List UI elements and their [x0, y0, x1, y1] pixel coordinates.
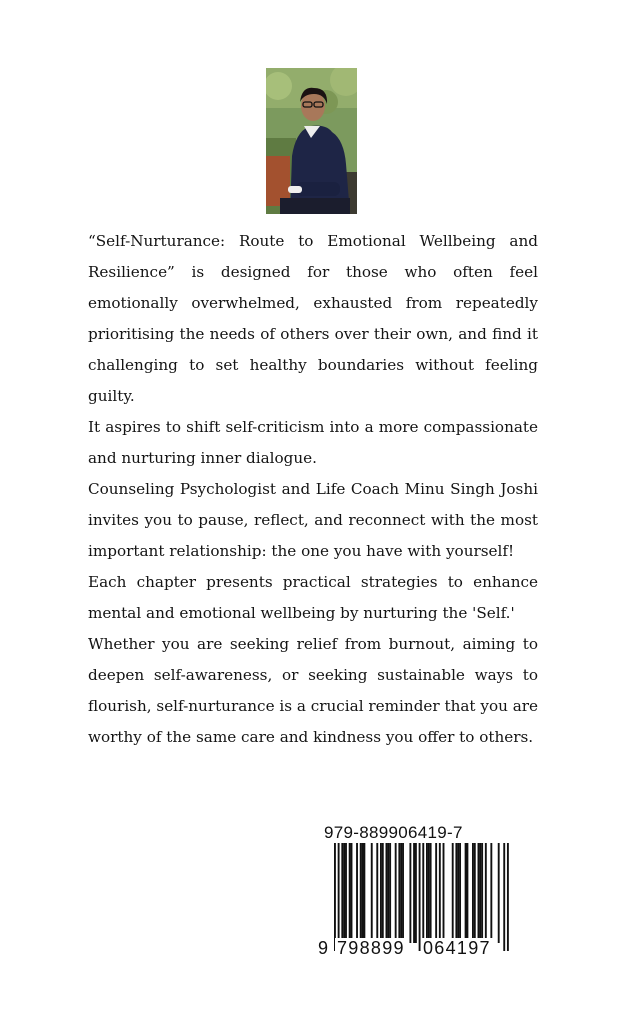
blurb-paragraph: “Self-Nurturance: Route to Emotional Wellbeing and Resilience” is designed for those who often feel emotionally overwhelmed, exhausted from repeatedly prioritising the needs of others over their own, and find it challenging to set healthy boundaries without feeling guilty. — [88, 232, 538, 405]
blurb — [88, 226, 538, 753]
barcode-bar — [428, 843, 430, 943]
barcode-bar — [439, 843, 441, 943]
barcode-bar — [341, 843, 343, 943]
barcode-bar — [413, 843, 415, 943]
barcode-bar — [415, 843, 417, 943]
barcode-bar — [474, 843, 476, 943]
barcode-bar — [443, 843, 445, 943]
barcode-bar — [351, 843, 353, 943]
barcode-bar — [481, 843, 483, 943]
barcode-digit-group-left: 798899 — [337, 938, 405, 958]
author-photo — [266, 68, 357, 214]
barcode-bar — [426, 843, 428, 943]
blurb-paragraph: Each chapter presents practical strategies to enhance mental and emotional wellbeing by nurturing the 'Self.' — [88, 573, 538, 622]
barcode-bar — [466, 843, 468, 943]
barcode-bar — [457, 843, 459, 943]
barcode-guard-bar — [338, 843, 340, 951]
barcode-bar — [360, 843, 362, 943]
barcode-lead-digit: 9 — [318, 938, 329, 958]
barcode-bar — [430, 843, 432, 943]
barcode-bar — [380, 843, 382, 943]
barcode-bar — [485, 843, 487, 943]
barcode-bar — [478, 843, 480, 943]
barcode-bar — [409, 843, 411, 943]
barcode-bar — [376, 843, 378, 943]
barcode-bar — [455, 843, 457, 943]
barcode-bar — [386, 843, 388, 943]
barcode-bar — [389, 843, 391, 943]
barcode-bar — [479, 843, 481, 943]
barcode-bar — [345, 843, 347, 943]
barcode-bar — [459, 843, 461, 943]
barcode-bar — [349, 843, 351, 943]
barcode-bar — [490, 843, 492, 943]
barcode-guard-bar — [507, 843, 509, 951]
barcode-bar — [356, 843, 358, 943]
barcode-bar — [343, 843, 345, 943]
barcode-guard-bar — [419, 843, 421, 951]
barcode-bar — [452, 843, 454, 943]
barcode-bar — [472, 843, 474, 943]
barcode-bar — [362, 843, 364, 943]
barcode-bar — [371, 843, 373, 943]
barcode-guard-bar — [503, 843, 505, 951]
barcode-guard-bar — [422, 843, 424, 951]
blurb-paragraph: It aspires to shift self-criticism into a more compassionate and nurturing inner dialogue. — [88, 418, 538, 467]
barcode-bar — [382, 843, 384, 943]
barcode-bar — [400, 843, 402, 943]
barcode-guard-bar — [334, 843, 336, 951]
blurb-paragraph: Counseling Psychologist and Life Coach Minu Singh Joshi invites you to pause, reflect, and reconnect with the most important relationship: the one you have with yourself! — [88, 480, 538, 560]
blurb-paragraph: Whether you are seeking relief from burnout, aiming to deepen self-awareness, or seeking sustainable ways to flourish, self-nurturance is a crucial reminder that you are worthy of the same care and kindness you offer to others. — [88, 635, 538, 746]
barcode-bar — [435, 843, 437, 943]
barcode-bar — [398, 843, 400, 943]
barcode-bar — [402, 843, 404, 943]
barcode-bar — [465, 843, 467, 943]
barcode-digit-group-right: 064197 — [423, 938, 491, 958]
isbn-label: 979-889906419-7 — [324, 823, 463, 842]
barcode-bar — [363, 843, 365, 943]
barcode-bar — [498, 843, 500, 943]
barcode-bar — [387, 843, 389, 943]
barcode-bar — [395, 843, 397, 943]
